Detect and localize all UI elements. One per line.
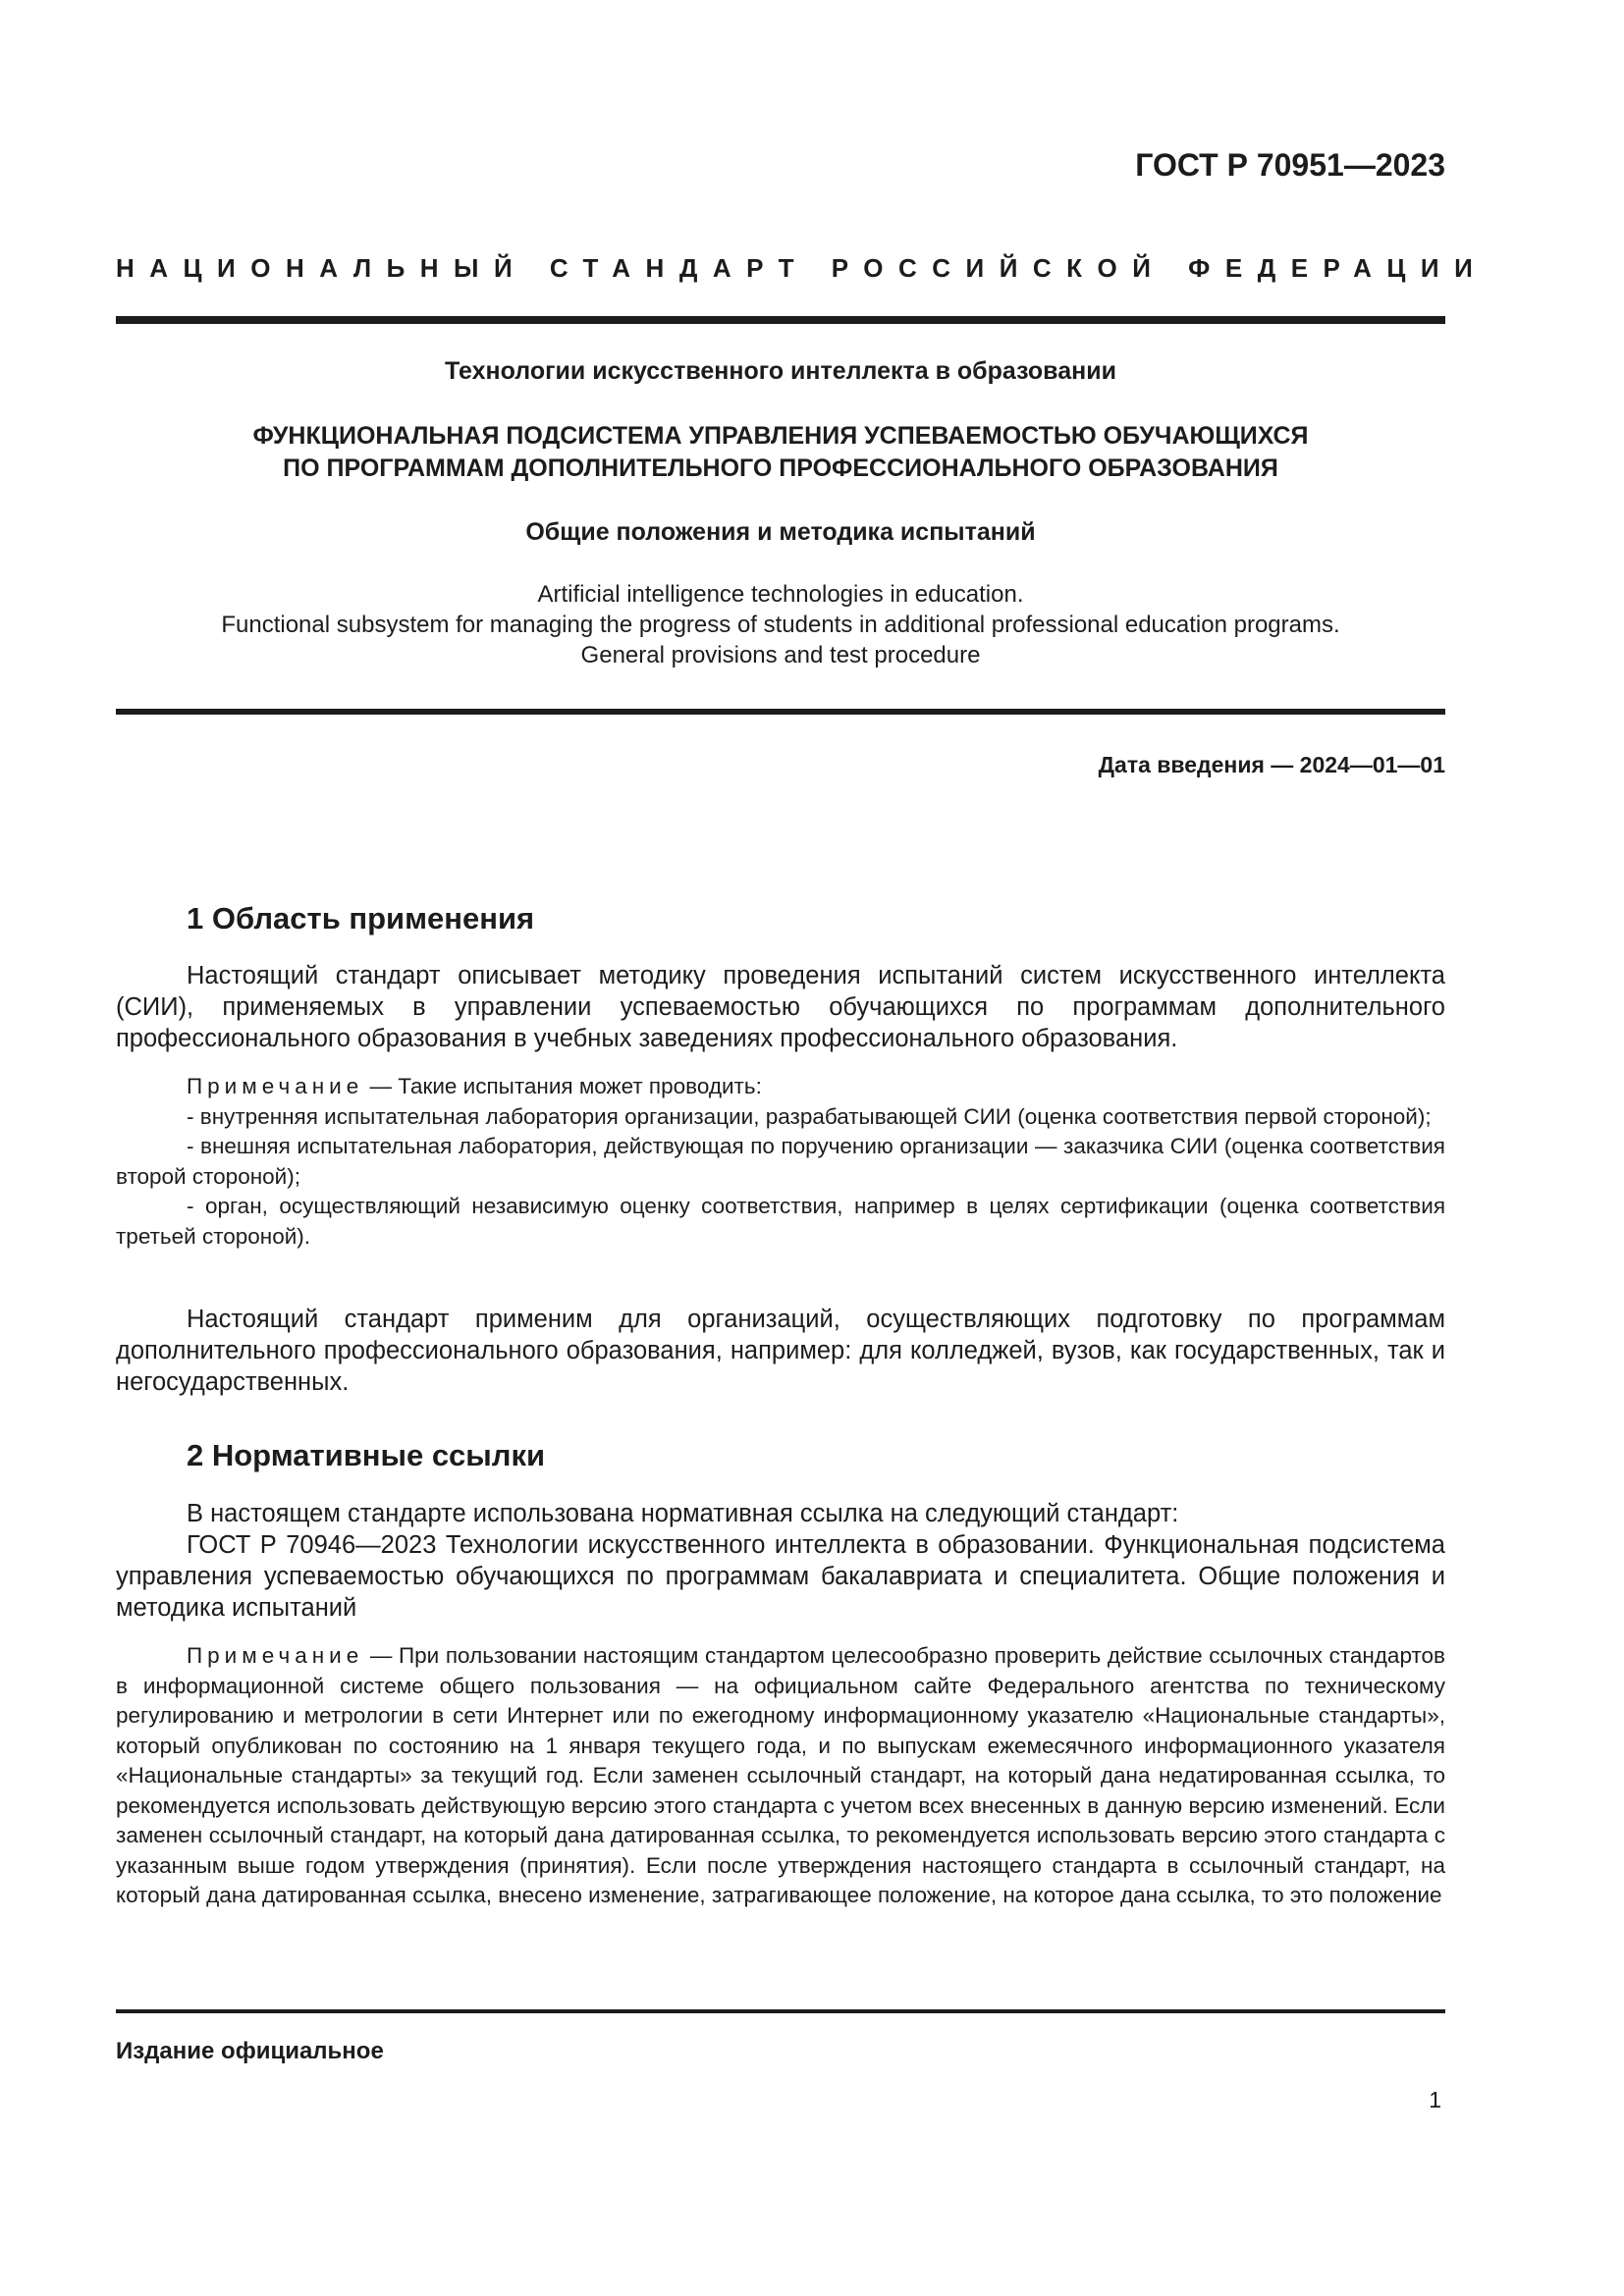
- section1-note-label: Примечание: [187, 1074, 364, 1098]
- section2-heading: 2 Нормативные ссылки: [187, 1438, 546, 1472]
- title-english-line2: Functional subsystem for managing the progress of students in additional professional education programs.: [221, 612, 1340, 638]
- section2-paragraph1: В настоящем стандарте использована нормативная ссылка на следующий стандарт:: [187, 1500, 1179, 1527]
- title-english: [116, 579, 1445, 670]
- title-subtitle: Общие положения и методика испытаний: [525, 518, 1036, 546]
- section2-note-label: Примечание: [187, 1643, 364, 1668]
- introduction-date: Дата введения — 2024—01—01: [1098, 752, 1445, 777]
- section2-note: [116, 1641, 1445, 1911]
- title-english-line1: Artificial intelligence technologies in education.: [537, 581, 1024, 608]
- title-english-line3: General provisions and test procedure: [580, 642, 981, 668]
- section1-note-item: - внутренняя испытательная лаборатория организации, разрабатывающей СИИ (оценка соответствия первой стороной);: [187, 1103, 1432, 1129]
- section2-note-text: — При пользовании настоящим стандартом целесообразно проверить действие ссылочных стандартов в информационной системе общего пользования — на официальном сайте Федерального агентства по техническому регулированию и метрологии в сети Интернет или по ежегодному информационному указателю «Национальные стандарты», который опубликован по состоянию на 1 января текущего года, и по выпускам ежемесячного информационного указателя «Национальные стандарты» за текущий год. Если заменен ссылочный стандарт, на который дана недатированная ссылка, то рекомендуется использовать действующую версию этого стандарта с учетом всех внесенных в данную версию изменений. Если заменен ссылочный стандарт, на который дана датированная ссылка, то рекомендуется использовать версию этого стандарта с указанным выше годом утверждения (принятия). Если после утверждения настоящего стандарта в ссылочный стандарт, на который дана датированная ссылка, внесено изменение, затрагивающее положение, на которое дана ссылка, то это положение: [116, 1643, 1445, 1907]
- section1-note: [116, 1072, 1445, 1252]
- section1-note-lead-text: — Такие испытания может проводить:: [363, 1074, 762, 1098]
- title-main: [116, 420, 1445, 485]
- title-main-line2: ПО ПРОГРАММАМ ДОПОЛНИТЕЛЬНОГО ПРОФЕССИОНАЛЬНОГО ОБРАЗОВАНИЯ: [283, 454, 1278, 482]
- top-rule: [116, 316, 1445, 324]
- standard-code: ГОСТ Р 70951—2023: [1135, 147, 1445, 183]
- title-series: Технологии искусственного интеллекта в образовании: [445, 357, 1116, 385]
- section1-note-item: - орган, осуществляющий независимую оценку соответствия, например в целях сертификации (оценка соответствия третьей стороной).: [116, 1194, 1445, 1249]
- footer-rule: [116, 2009, 1445, 2013]
- edition-label: Издание официальное: [116, 2038, 384, 2064]
- section1-note-item: - внешняя испытательная лаборатория, действующая по поручению организации — заказчика СИИ (оценка соответствия второй стороной);: [116, 1134, 1445, 1189]
- section1-heading: 1 Область применения: [187, 901, 535, 935]
- national-standard-banner: НАЦИОНАЛЬНЫЙ СТАНДАРТ РОССИЙСКОЙ ФЕДЕРАЦИИ: [116, 253, 1489, 283]
- section1-paragraph1: Настоящий стандарт описывает методику проведения испытаний систем искусственного интеллекта (СИИ), применяемых в управлении успеваемостью обучающихся по программам дополнительного профессионального образования в учебных заведениях профессионального образования.: [116, 962, 1445, 1052]
- title-bottom-rule: [116, 709, 1445, 715]
- section1-paragraph2: Настоящий стандарт применим для организаций, осуществляющих подготовку по программам дополнительного профессионального образования, например: для колледжей, вузов, как государственных, так и негосударственных.: [116, 1306, 1445, 1396]
- title-main-line1: ФУНКЦИОНАЛЬНАЯ ПОДСИСТЕМА УПРАВЛЕНИЯ УСПЕВАЕМОСТЬЮ ОБУЧАЮЩИХСЯ: [252, 422, 1309, 450]
- section2-reference: ГОСТ Р 70946—2023 Технологии искусственного интеллекта в образовании. Функциональная подсистема управления успеваемостью обучающихся по программам бакалавриата и специалитета. Общие положения и методика испытаний: [116, 1531, 1445, 1622]
- section1-note-lead: [116, 1072, 1445, 1102]
- page-number: 1: [1429, 2087, 1441, 2112]
